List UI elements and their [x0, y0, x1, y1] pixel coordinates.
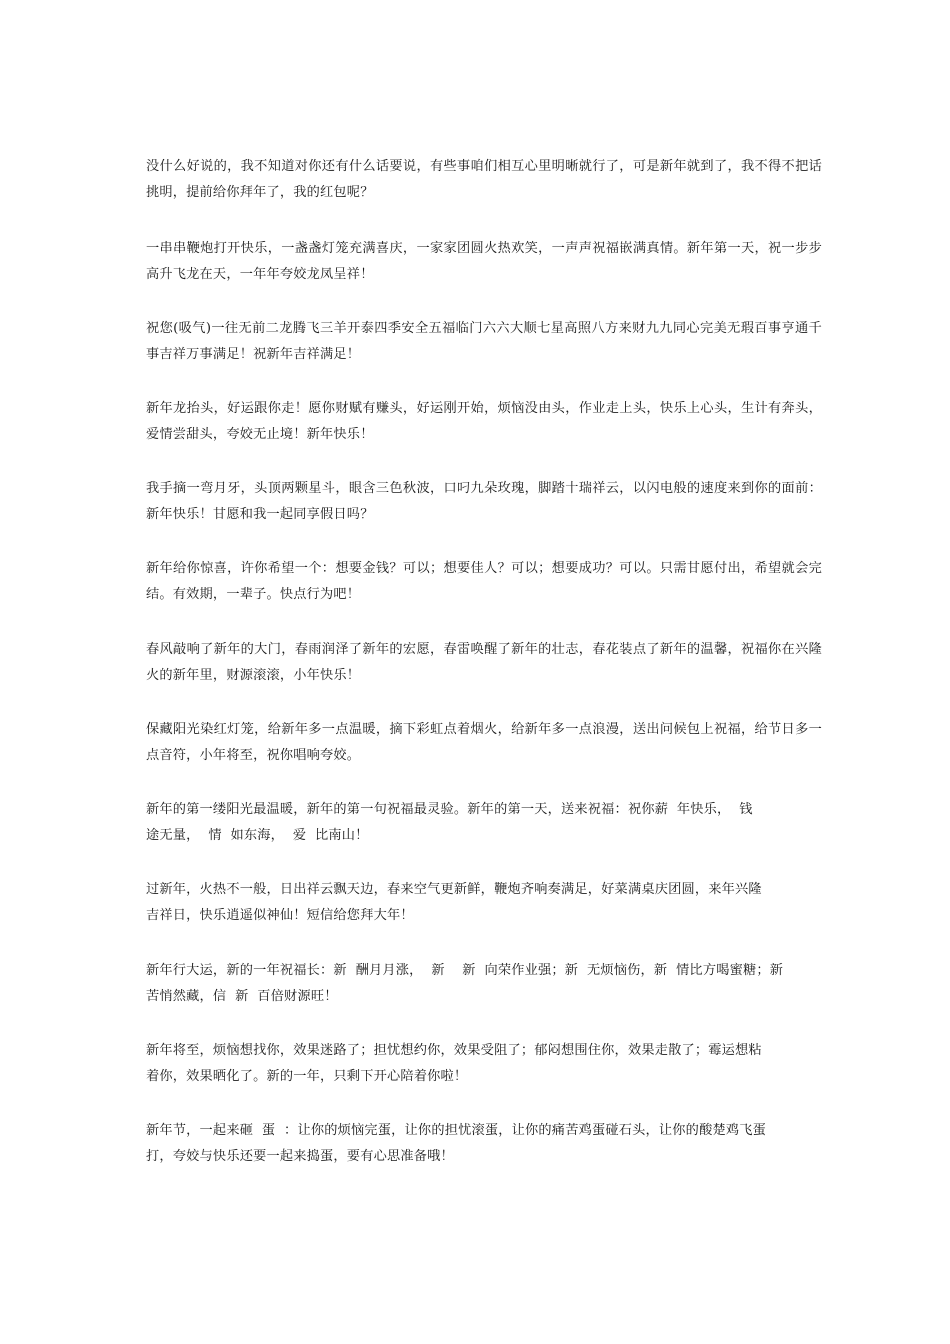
paragraph-3: 祝您(吸气)一往无前二龙腾飞三羊开泰四季安全五福临门六六大顺七星高照八方来财九九同心完美无瑕百事亨通千事吉祥万事满足！祝新年吉祥满足！ [146, 321, 822, 362]
paragraph-10: 过新年，火热不一般，日出祥云飘天边，春来空气更新鲜，鞭炮齐响奏满足，好菜满桌庆团圆，来年兴隆 吉祥日，快乐逍遥似神仙！短信给您拜大年！ [146, 882, 762, 923]
paragraph-2: 一串串鞭炮打开快乐，一盏盏灯笼充满喜庆，一家家团圆火热欢笑，一声声祝福嵌满真情。新年第一天，祝一步步高升飞龙在天，一年年夸姣龙凤呈祥！ [146, 241, 822, 282]
paragraph-7: 春风敲响了新年的大门，春雨润泽了新年的宏愿，春雷唤醒了新年的壮志，春花装点了新年的温馨，祝福你在兴隆火的新年里，财源滚滚，小年快乐！ [146, 642, 822, 683]
paragraph-11: 新年行大运，新的一年祝福长：新 酬月月涨， 新 新 向荣作业强；新 无烦恼伤，新 情比方喝蜜糖；新 苦悄然藏，信 新 百倍财源旺！ [146, 963, 784, 1004]
paragraph-1: 没什么好说的，我不知道对你还有什么话要说，有些事咱们相互心里明晰就行了，可是新年就到了，我不得不把话挑明，提前给你拜年了，我的红包呢？ [146, 159, 822, 200]
paragraph-6: 新年给你惊喜，许你希望一个：想要金钱？可以；想要佳人？可以；想要成功？可以。只需甘愿付出，希望就会完结。有效期，一辈子。快点行为吧！ [146, 561, 822, 602]
paragraph-12: 新年将至，烦恼想找你，效果迷路了；担忧想约你，效果受阻了；郁闷想围住你，效果走散了；霉运想粘 着你，效果晒化了。新的一年，只剩下开心陪着你啦！ [146, 1043, 762, 1084]
paragraph-9: 新年的第一缕阳光最温暖，新年的第一句祝福最灵验。新年的第一天，送来祝福：祝你薪 年快乐， 钱 途无量， 情 如东海， 爱 比南山！ [146, 802, 753, 843]
paragraph-8: 保藏阳光染红灯笼，给新年多一点温暖，摘下彩虹点着烟火，给新年多一点浪漫，送出问候包上祝福，给节日多一点音符，小年将至，祝你唱响夸姣。 [146, 722, 822, 763]
paragraph-4: 新年龙抬头，好运跟你走！愿你财赋有赚头，好运刚开始，烦恼没由头，作业走上头，快乐上心头，生计有奔头，爱情尝甜头，夸姣无止境！新年快乐！ [146, 401, 822, 442]
paragraph-13: 新年节，一起来砸 蛋 ：让你的烦恼完蛋，让你的担忧滚蛋，让你的痛苦鸡蛋碰石头，让你的酸楚鸡飞蛋 打，夸姣与快乐还要一起来捣蛋，要有心思准备哦！ [146, 1123, 767, 1164]
paragraph-5: 我手摘一弯月牙，头顶两颗星斗，眼含三色秋波，口叼九朵玫瑰，脚踏十瑞祥云，以闪电般的速度来到你的面前：新年快乐！甘愿和我一起同享假日吗？ [146, 481, 822, 522]
